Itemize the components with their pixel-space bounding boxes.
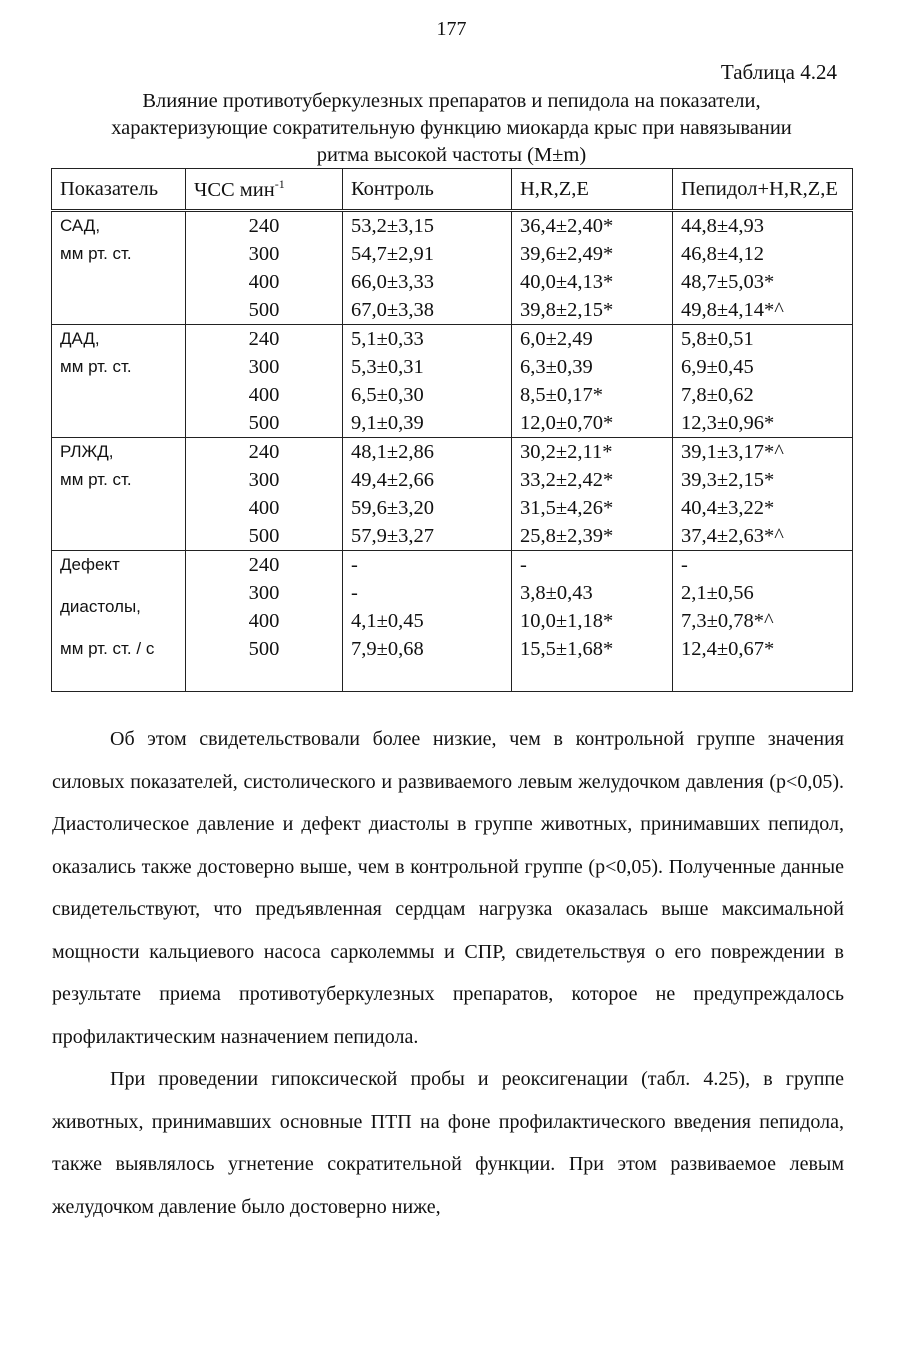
- hrze-cell: 12,0±0,70*: [512, 409, 673, 438]
- hrze-cell: 36,4±2,40*: [512, 211, 673, 241]
- pepidol-cell: 7,8±0,62: [673, 381, 853, 409]
- group-dad: [52, 325, 853, 438]
- control-cell: 5,3±0,31: [343, 353, 512, 381]
- header-pepidol-hrze: [673, 169, 853, 211]
- parameter-line: мм рт. ст.: [60, 357, 132, 376]
- heart-rate-cell: 300: [186, 579, 343, 607]
- table-row: [52, 211, 853, 241]
- control-cell: 49,4±2,66: [343, 466, 512, 494]
- parameter-line: Дефект: [60, 555, 120, 574]
- pepidol-cell: -: [673, 551, 853, 580]
- control-cell: 66,0±3,33: [343, 268, 512, 296]
- control-cell: 48,1±2,86: [343, 438, 512, 467]
- table-row: [52, 325, 853, 354]
- pepidol-cell: 12,3±0,96*: [673, 409, 853, 438]
- control-cell: 6,5±0,30: [343, 381, 512, 409]
- hrze-cell: 30,2±2,11*: [512, 438, 673, 467]
- paragraph: При проведении гипоксической пробы и реоксигенации (табл. 4.25), в группе животных, принимавших основные ПТП на фоне профилактического введения пепидола, также выявлялось угнетение сократительной функции. При этом развиваемое левым желудочком давление было достоверно ниже,: [52, 1068, 844, 1218]
- heart-rate-cell: 400: [186, 381, 343, 409]
- parameter-line: мм рт. ст. / с: [60, 639, 155, 658]
- body-text: [52, 718, 844, 1228]
- group-rlzhd: [52, 438, 853, 551]
- heart-rate-cell: 500: [186, 522, 343, 551]
- table-row: [52, 551, 853, 580]
- paragraph: Об этом свидетельствовали более низкие, чем в контрольной группе значения силовых показателей, систолического и развиваемого левым желудочком давления (р<0,05). Диастолическое давление и дефект диастолы в группе животных, принимавших пепидол, оказались также достоверно выше, чем в контрольной группе (р<0,05). Полученные данные свидетельствуют, что предъявленная сердцам нагрузка оказалась выше максимальной мощности кальциевого насоса сарколеммы и СПР, свидетельствуя о его повреждении в результате приема противотуберкулезных препаратов, которое не предупреждалось профилактическим назначением пепидола.: [52, 728, 844, 1048]
- control-cell: 53,2±3,15: [343, 211, 512, 241]
- spacer-cell: [512, 663, 673, 692]
- table-caption: [50, 88, 853, 169]
- caption-line: характеризующие сократительную функцию миокарда крыс при навязывании: [111, 117, 792, 139]
- pepidol-cell: 46,8±4,12: [673, 240, 853, 268]
- hrze-cell: 33,2±2,42*: [512, 466, 673, 494]
- table-label: Таблица 4.24: [720, 60, 837, 84]
- parameter-line: РЛЖД,: [60, 442, 114, 461]
- hrze-cell: 39,6±2,49*: [512, 240, 673, 268]
- control-cell: 5,1±0,33: [343, 325, 512, 354]
- pepidol-cell: 39,1±3,17*^: [673, 438, 853, 467]
- control-cell: 7,9±0,68: [343, 635, 512, 663]
- parameter-line: САД,: [60, 216, 101, 235]
- group-diastole-defect: [52, 551, 853, 692]
- control-cell: 4,1±0,45: [343, 607, 512, 635]
- heart-rate-cell: 500: [186, 296, 343, 325]
- heart-rate-cell: 300: [186, 240, 343, 268]
- parameter-line: мм рт. ст.: [60, 470, 132, 489]
- spacer-cell: [343, 663, 512, 692]
- pepidol-cell: 5,8±0,51: [673, 325, 853, 354]
- control-cell: 9,1±0,39: [343, 409, 512, 438]
- header-heart-rate-sup: -1: [274, 176, 285, 191]
- spacer-cell: [186, 663, 343, 692]
- header-heart-rate-text: ЧСС мин: [194, 178, 275, 201]
- pepidol-cell: 44,8±4,93: [673, 211, 853, 241]
- pepidol-cell: 7,3±0,78*^: [673, 607, 853, 635]
- parameter-line: мм рт. ст.: [60, 244, 132, 263]
- heart-rate-cell: 500: [186, 635, 343, 663]
- pepidol-cell: 49,8±4,14*^: [673, 296, 853, 325]
- header-parameter-text: Показатель: [60, 177, 159, 200]
- pepidol-cell: 6,9±0,45: [673, 353, 853, 381]
- parameter-cell: [52, 551, 186, 692]
- header-hrze: [512, 169, 673, 211]
- caption-line: ритма высокой частоты (M±m): [316, 144, 587, 166]
- heart-rate-cell: 240: [186, 325, 343, 354]
- parameter-cell: [52, 325, 186, 438]
- hrze-cell: 10,0±1,18*: [512, 607, 673, 635]
- parameter-cell: [52, 438, 186, 551]
- hrze-cell: 3,8±0,43: [512, 579, 673, 607]
- control-cell: -: [343, 551, 512, 580]
- data-table: [51, 168, 853, 692]
- control-cell: 57,9±3,27: [343, 522, 512, 551]
- table-row: [52, 438, 853, 467]
- page-number: 177: [436, 18, 467, 40]
- control-cell: 54,7±2,91: [343, 240, 512, 268]
- hrze-cell: 8,5±0,17*: [512, 381, 673, 409]
- hrze-cell: 25,8±2,39*: [512, 522, 673, 551]
- parameter-line: диастолы,: [60, 597, 141, 616]
- hrze-cell: 40,0±4,13*: [512, 268, 673, 296]
- hrze-cell: 15,5±1,68*: [512, 635, 673, 663]
- hrze-cell: 39,8±2,15*: [512, 296, 673, 325]
- header-control-text: Контроль: [351, 177, 434, 200]
- spacer-cell: [673, 663, 853, 692]
- header-pepidol-hrze-text: Пепидол+H,R,Z,E: [681, 177, 838, 200]
- heart-rate-cell: 400: [186, 607, 343, 635]
- pepidol-cell: 48,7±5,03*: [673, 268, 853, 296]
- pepidol-cell: 12,4±0,67*: [673, 635, 853, 663]
- heart-rate-cell: 240: [186, 551, 343, 580]
- parameter-cell: [52, 211, 186, 325]
- heart-rate-cell: 400: [186, 268, 343, 296]
- control-cell: 67,0±3,38: [343, 296, 512, 325]
- header-heart-rate: [186, 169, 343, 211]
- heart-rate-cell: 300: [186, 466, 343, 494]
- group-sad: [52, 211, 853, 325]
- pepidol-cell: 40,4±3,22*: [673, 494, 853, 522]
- hrze-cell: 6,0±2,49: [512, 325, 673, 354]
- header-control: [343, 169, 512, 211]
- header-hrze-text: H,R,Z,E: [520, 177, 589, 200]
- control-cell: -: [343, 579, 512, 607]
- caption-line: Влияние противотуберкулезных препаратов и пепидола на показатели,: [142, 90, 761, 112]
- hrze-cell: -: [512, 551, 673, 580]
- pepidol-cell: 39,3±2,15*: [673, 466, 853, 494]
- table-header-row: [52, 169, 853, 211]
- heart-rate-cell: 400: [186, 494, 343, 522]
- pepidol-cell: 37,4±2,63*^: [673, 522, 853, 551]
- heart-rate-cell: 300: [186, 353, 343, 381]
- hrze-cell: 31,5±4,26*: [512, 494, 673, 522]
- control-cell: 59,6±3,20: [343, 494, 512, 522]
- header-parameter: [52, 169, 186, 211]
- hrze-cell: 6,3±0,39: [512, 353, 673, 381]
- pepidol-cell: 2,1±0,56: [673, 579, 853, 607]
- heart-rate-cell: 500: [186, 409, 343, 438]
- heart-rate-cell: 240: [186, 211, 343, 241]
- heart-rate-cell: 240: [186, 438, 343, 467]
- parameter-line: ДАД,: [60, 329, 100, 348]
